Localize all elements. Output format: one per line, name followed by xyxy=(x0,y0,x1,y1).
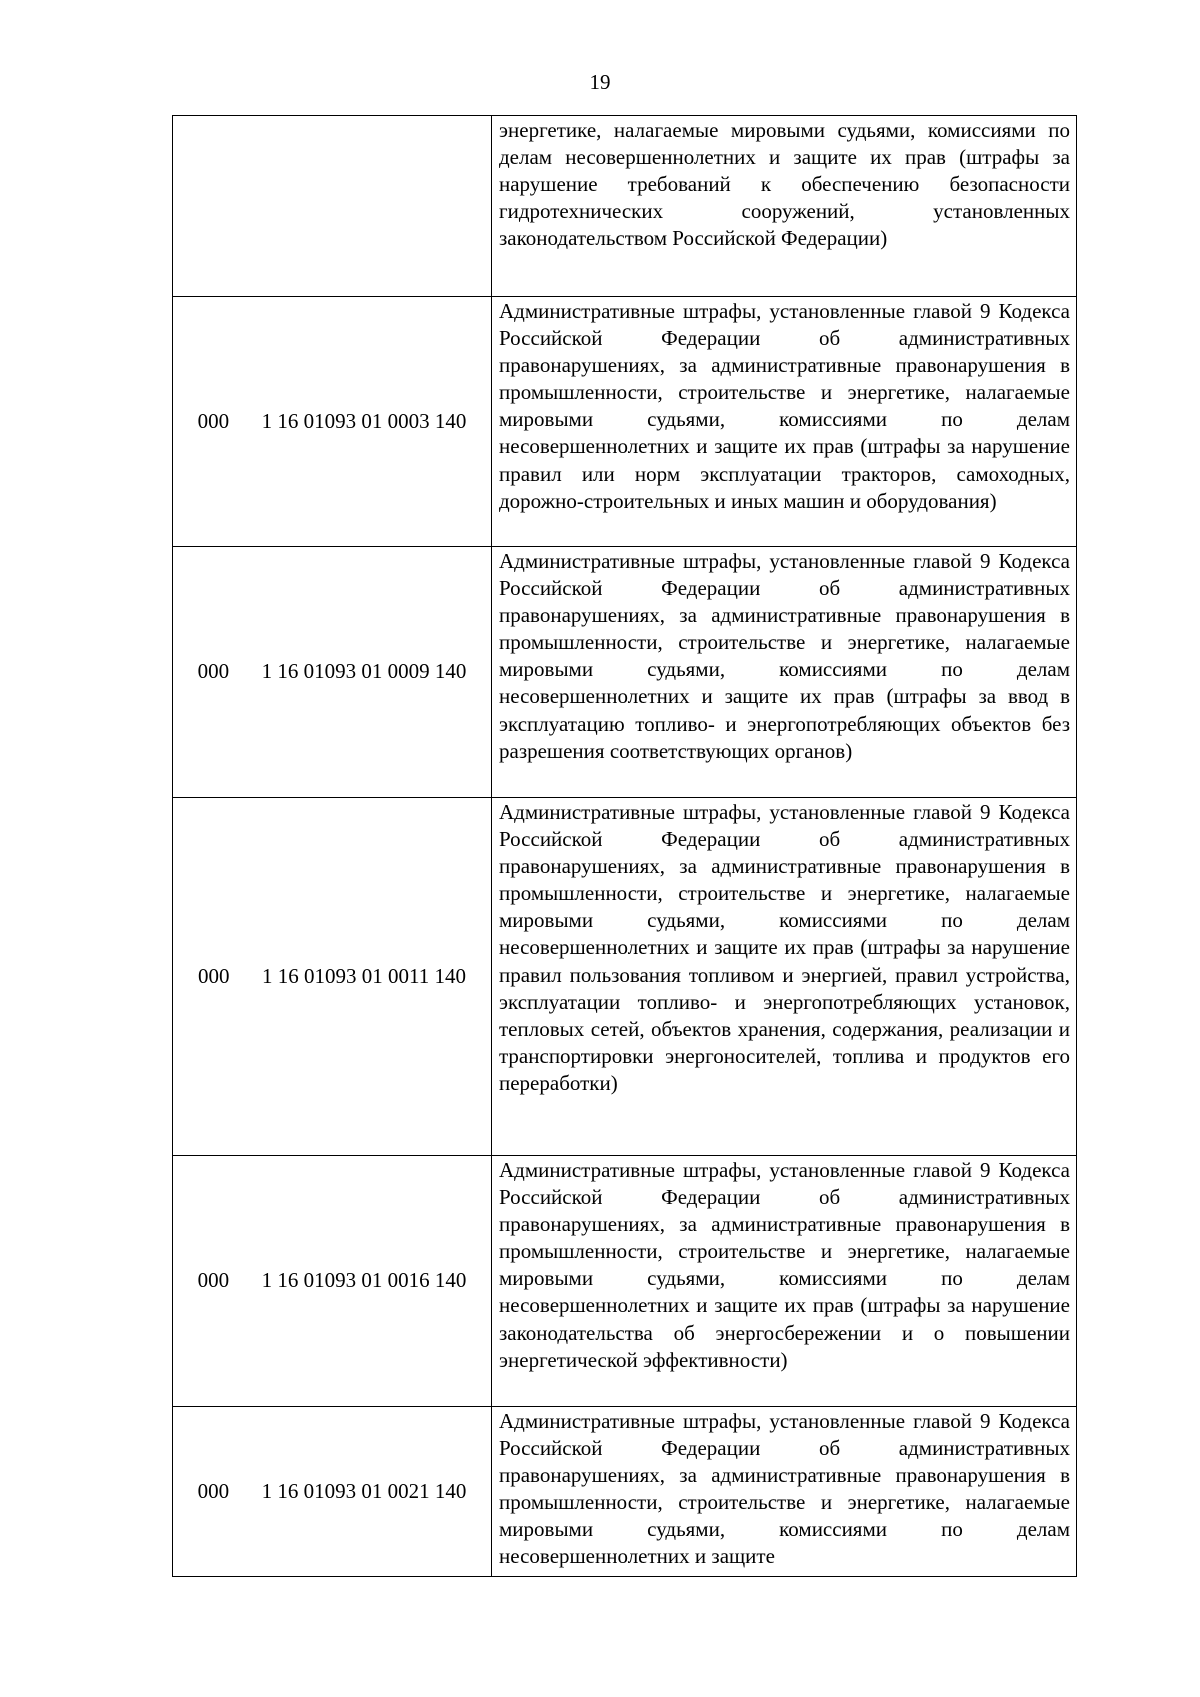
page-number: 19 xyxy=(589,70,611,94)
admin-code: 000 xyxy=(197,1268,230,1293)
description-cell: Административные штрафы, установленные главой 9 Кодекса Российской Федерации об административных правонарушениях, за административные правонарушения в промышленности, строительстве и энергетике, налагаемые мировыми судьями, комиссиями по делам несовершеннолетних и защите их прав (штрафы за ввод в эксплуатацию топливо- и энергопотребляющих объектов без разрешения соответствующих органов) xyxy=(492,547,1077,798)
code-cell xyxy=(173,798,492,1156)
code-cell xyxy=(173,116,492,297)
budget-code: 1 16 01093 01 0009 140 xyxy=(261,659,467,684)
admin-code: 000 xyxy=(197,1478,230,1503)
budget-code: 1 16 01093 01 0003 140 xyxy=(261,408,467,433)
budget-code: 1 16 01093 01 0011 140 xyxy=(262,963,466,988)
code-cell xyxy=(173,1156,492,1407)
description-cell: Административные штрафы, установленные главой 9 Кодекса Российской Федерации об административных правонарушениях, за административные правонарушения в промышленности, строительстве и энергетике, налагаемые мировыми судьями, комиссиями по делам несовершеннолетних и защите их прав (штрафы за нарушение правил или норм эксплуатации тракторов, самоходных, дорожно-строительных и иных машин и оборудования) xyxy=(492,297,1077,547)
description-cell: энергетике, налагаемые мировыми судьями, комиссиями по делам несовершеннолетних и защите их прав (штрафы за нарушение требований к обеспечению безопасности гидротехнических сооружений, установленных законодательством Российской Федерации) xyxy=(492,116,1077,297)
budget-code: 1 16 01093 01 0021 140 xyxy=(261,1478,467,1503)
table-row xyxy=(173,798,1077,1156)
table-row xyxy=(173,116,1077,297)
table-row xyxy=(173,1156,1077,1407)
code-cell xyxy=(173,547,492,798)
description-cell: Административные штрафы, установленные главой 9 Кодекса Российской Федерации об административных правонарушениях, за административные правонарушения в промышленности, строительстве и энергетике, налагаемые мировыми судьями, комиссиями по делам несовершеннолетних и защите их прав (штрафы за нарушение законодательства об энергосбережении и о повышении энергетической эффективности) xyxy=(492,1156,1077,1407)
table-row xyxy=(173,297,1077,547)
admin-code: 000 xyxy=(197,659,230,684)
description-cell: Административные штрафы, установленные главой 9 Кодекса Российской Федерации об административных правонарушениях, за административные правонарушения в промышленности, строительстве и энергетике, налагаемые мировыми судьями, комиссиями по делам несовершеннолетних и защите их прав (штрафы за нарушение правил пользования топливом и энергией, правил устройства, эксплуатации топливо- и энергопотребляющих установок, тепловых сетей, объектов хранения, содержания, реализации и транспортировки энергоносителей, топлива и продуктов его переработки) xyxy=(492,798,1077,1156)
admin-code: 000 xyxy=(197,408,230,433)
budget-code: 1 16 01093 01 0016 140 xyxy=(261,1268,467,1293)
code-cell xyxy=(173,297,492,547)
table-row xyxy=(173,547,1077,798)
admin-code: 000 xyxy=(198,963,230,988)
table-row xyxy=(173,1407,1077,1577)
budget-codes-table xyxy=(172,115,1077,1577)
description-cell: Административные штрафы, установленные главой 9 Кодекса Российской Федерации об административных правонарушениях, за административные правонарушения в промышленности, строительстве и энергетике, налагаемые мировыми судьями, комиссиями по делам несовершеннолетних и защите xyxy=(492,1407,1077,1577)
code-cell xyxy=(173,1407,492,1577)
